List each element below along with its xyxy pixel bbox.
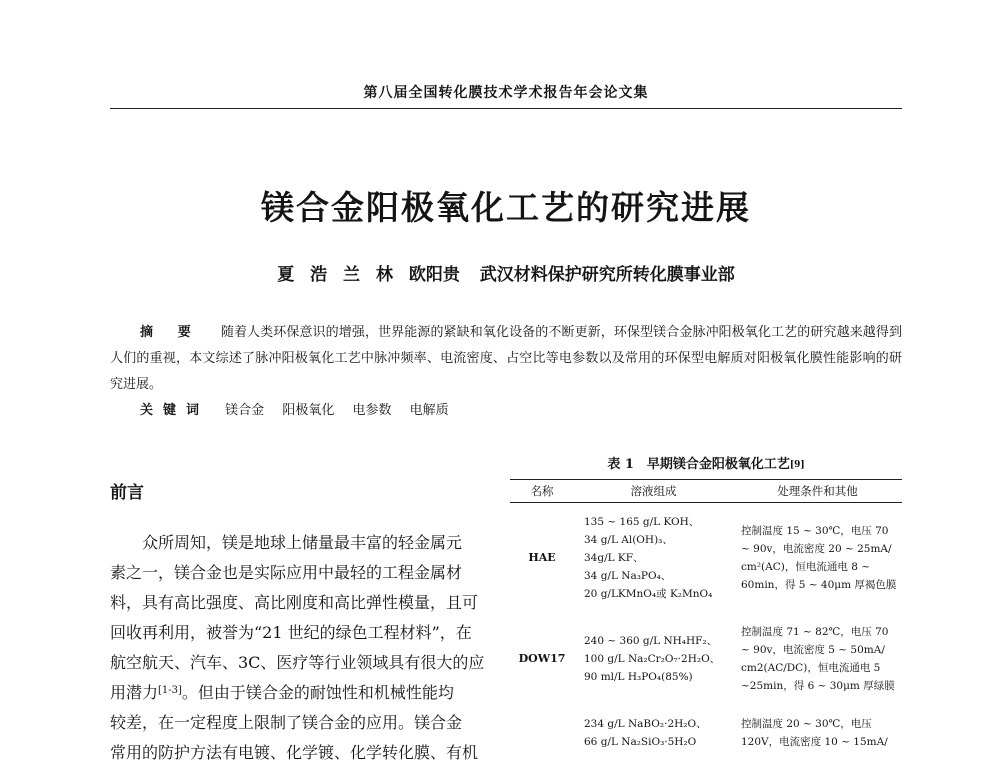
text-line: 料，具有高比强度、高比刚度和高比弹性模量，且可: [110, 593, 479, 612]
cell-line: 控制温度 20 ~ 30℃，电压: [741, 718, 872, 730]
process-name: [510, 709, 574, 765]
abstract-label: 摘 要: [140, 325, 201, 340]
text-line: 素之一，镁合金也是实际应用中最轻的工程金属材: [110, 563, 463, 582]
cell-line: 控制温度 71 ~ 82℃，电压 70: [741, 626, 889, 638]
cell-line: 234 g/L NaBO₂·2H₂O、: [584, 718, 707, 730]
text-line: 常用的防护方法有电镀、化学镀、化学转化膜、有机: [110, 743, 479, 762]
conditions-cell: [733, 617, 902, 709]
cell-line: ~ 90v，电流密度 20 ~ 25mA/: [741, 543, 892, 555]
cell-line: 240 ~ 360 g/L NH₄HF₂、: [584, 635, 718, 647]
column-header-solution: 溶液组成: [574, 480, 733, 503]
table-row: [510, 709, 902, 765]
paper-title: 镁合金阳极氧化工艺的研究进展: [261, 188, 751, 227]
keywords-label: 关键词: [140, 403, 210, 418]
keyword: 电解质: [409, 403, 449, 418]
cell-line: ~25min，得 6 ~ 30μm 厚绿膜: [741, 680, 895, 692]
solution-cell: [574, 617, 733, 709]
text-line: [110, 678, 480, 708]
conditions-cell: [733, 709, 902, 765]
cell-line: 34g/L KF、: [584, 552, 644, 564]
keyword: 镁合金: [225, 403, 265, 418]
keyword: 电参数: [352, 403, 392, 418]
solution-cell: [574, 709, 733, 765]
table-row: [510, 503, 902, 618]
cell-line: cm2(AC/DC)，恒电流通电 5: [741, 662, 881, 674]
table-caption-citation: [9]: [789, 460, 805, 470]
cell-line: 34 g/L Na₃PO₄、: [584, 570, 672, 582]
cell-line: 100 g/L Na₂Cr₂O₇·2H₂O、: [584, 653, 721, 665]
text-segment: 。但由于镁合金的耐蚀性和机械性能均: [181, 683, 454, 702]
keywords: [110, 398, 902, 424]
process-table: [510, 479, 902, 765]
text-line: 众所周知，镁是地球上储量最丰富的轻金属元: [142, 533, 463, 552]
cell-line: 120V，电流密度 10 ~ 15mA/: [741, 736, 888, 748]
abstract: [110, 320, 902, 398]
solution-cell: [574, 503, 733, 618]
table-caption-text: 表 1 早期镁合金阳极氧化工艺: [607, 457, 790, 472]
affiliation: 武汉材料保护研究所转化膜事业部: [479, 265, 735, 285]
text-line: 回收再利用，被誉为“21 世纪的绿色工程材料”，在: [110, 623, 472, 642]
cell-line: ~ 90v，电流密度 5 ~ 50mA/: [741, 644, 885, 656]
cell-line: 控制温度 15 ~ 30℃，电压 70: [741, 525, 889, 537]
abstract-text: 随着人类环保意识的增强，世界能源的紧缺和氧化设备的不断更新，环保型镁合金脉冲阳极氧化工艺的研究越来越得到人们的重视，本文综述了脉冲阳极氧化工艺中脉冲频率、电流密度、占空比等电参数以及常用的环保型电解质对阳极氧化膜性能影响的研究进展。: [110, 325, 902, 392]
text-segment: 用潜力: [110, 683, 159, 702]
table-header-row: [510, 480, 902, 503]
header-rule: [110, 108, 902, 109]
table-row: [510, 617, 902, 709]
text-line: 航空航天、汽车、3C、医疗等行业领域具有很大的应: [110, 653, 485, 672]
keyword: 阳极氧化: [282, 403, 335, 418]
process-name: HAE: [528, 551, 556, 564]
section-heading-intro: 前言: [110, 483, 144, 503]
citation: [1-3]: [158, 685, 182, 696]
cell-line: 60min，得 5 ~ 40μm 厚褐色膜: [741, 579, 897, 591]
intro-column: [110, 478, 485, 768]
intro-paragraph: [110, 528, 485, 768]
running-header: 第八届全国转化膜技术学术报告年会论文集: [363, 85, 649, 101]
table-caption: [510, 455, 902, 475]
cell-line: 66 g/L Na₂SiO₃·5H₂O: [584, 736, 697, 748]
cell-line: 20 g/LKMnO₄或 K₂MnO₄: [584, 588, 713, 600]
cell-line: 135 ~ 165 g/L KOH、: [584, 516, 700, 528]
table-column: [510, 455, 902, 765]
conditions-cell: [733, 503, 902, 618]
cell-line: 90 ml/L H₃PO₄(85%): [584, 671, 693, 683]
abstract-block: [110, 320, 902, 424]
column-header-conditions: 处理条件和其他: [733, 480, 902, 503]
process-name: DOW17: [518, 652, 566, 665]
text-line: 较差，在一定程度上限制了镁合金的应用。镁合金: [110, 713, 463, 732]
byline: [110, 260, 902, 285]
cell-line: cm²(AC)，恒电流通电 8 ~: [741, 561, 871, 573]
cell-line: 34 g/L Al(OH)₃、: [584, 534, 673, 546]
column-header-name: 名称: [510, 480, 574, 503]
authors: 夏 浩 兰 林 欧阳贵: [277, 265, 460, 285]
